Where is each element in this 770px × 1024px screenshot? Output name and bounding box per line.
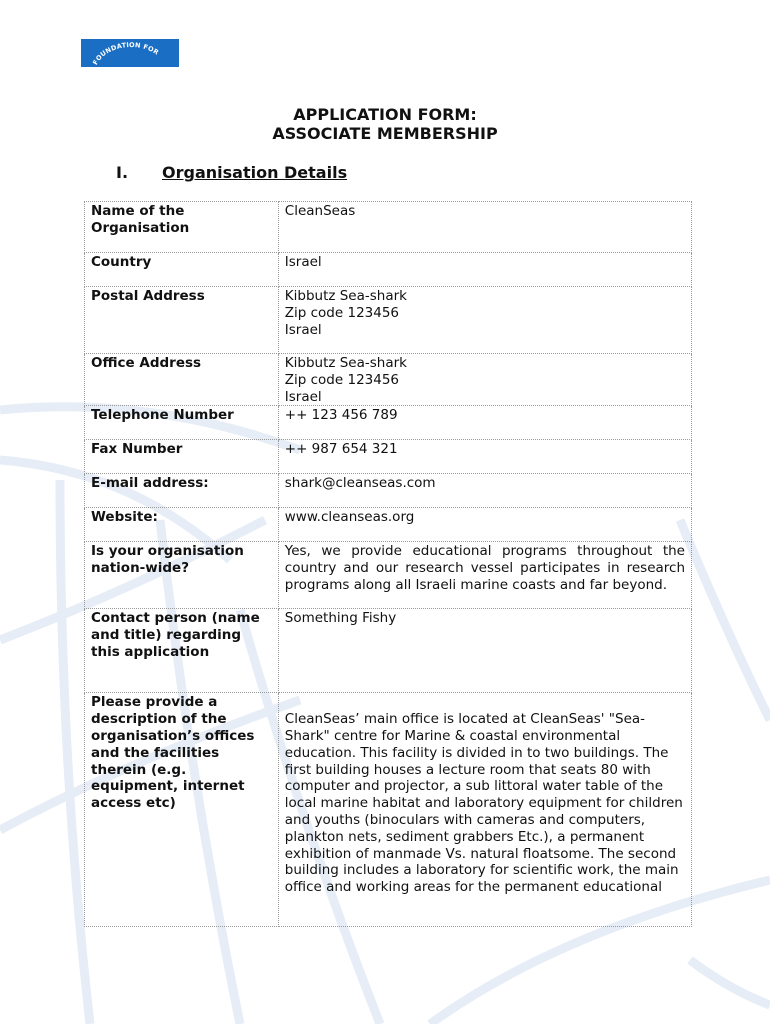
field-value: ++ 123 456 789 bbox=[278, 406, 691, 440]
table-row-website bbox=[85, 508, 692, 542]
field-value: ++ 987 654 321 bbox=[278, 440, 691, 474]
table-row-nation-wide bbox=[85, 542, 692, 609]
table-row-fax bbox=[85, 440, 692, 474]
table-row-name bbox=[85, 202, 692, 253]
form-title bbox=[0, 105, 770, 143]
address-line: Zip code 123456 bbox=[284, 371, 400, 388]
form-title-line-1: APPLICATION FORM: bbox=[293, 105, 477, 124]
field-value: www.cleanseas.org bbox=[278, 508, 691, 542]
field-label: Fax Number bbox=[85, 440, 279, 474]
svg-text:FOUNDATION FOR bbox=[91, 41, 160, 66]
field-label: Name of the Organisation bbox=[85, 202, 279, 253]
facilities-description: CleanSeas’ main office is located at CleanSeas' "Sea-Shark" centre for Marine & coastal environmental education. This facility is divided in to two buildings. The first building houses a lecture room that seats 80 with computer and projector, a sub littoral water table of the local marine habitat and laboratory equipment for children and youths (binoculars with cameras and computers, plankton nets, sediment grabbers Etc.), a permanent exhibition of manmade Vs. natural floatsome. The second building includes a laboratory for scientific work, the main office and working areas for the permanent educational bbox=[284, 711, 683, 896]
organisation-details-table bbox=[84, 201, 692, 927]
address-line: Kibbutz Sea-shark bbox=[284, 288, 407, 304]
table-row-office-address bbox=[85, 354, 692, 406]
section-number: I. bbox=[116, 163, 129, 182]
foundation-logo bbox=[81, 39, 179, 67]
field-value: Something Fishy bbox=[278, 609, 691, 693]
table-row-email bbox=[85, 474, 692, 508]
table-row-postal-address bbox=[85, 287, 692, 354]
field-label: Is your organisation nation-wide? bbox=[85, 542, 279, 609]
field-value: shark@cleanseas.com bbox=[278, 474, 691, 508]
table-row-telephone bbox=[85, 406, 692, 440]
address-line: Israel bbox=[284, 388, 322, 405]
table-row-facilities bbox=[85, 693, 692, 927]
field-value: CleanSeas bbox=[278, 202, 691, 253]
logo-text: FOUNDATION FOR bbox=[91, 40, 161, 67]
section-title: Organisation Details bbox=[162, 163, 348, 182]
address-line: Israel bbox=[284, 321, 322, 338]
field-label: Postal Address bbox=[85, 287, 279, 354]
blank-line bbox=[285, 694, 685, 711]
field-value: Israel bbox=[278, 253, 691, 287]
field-label: Office Address bbox=[85, 354, 279, 406]
field-label: E-mail address: bbox=[85, 474, 279, 508]
form-title-line-2: ASSOCIATE MEMBERSHIP bbox=[272, 124, 498, 143]
field-label: Country bbox=[85, 253, 279, 287]
field-label: Please provide a description of the organisation’s offices and the facilities therein (e.g. equipment, internet access etc) bbox=[85, 693, 279, 927]
field-value bbox=[278, 693, 691, 927]
field-value bbox=[278, 354, 691, 406]
field-label: Website: bbox=[85, 508, 279, 542]
field-value: Yes, we provide educational programs throughout the country and our research vessel participates in research programs along all Israeli marine coasts and far beyond. bbox=[278, 542, 691, 609]
field-label: Contact person (name and title) regarding this application bbox=[85, 609, 279, 693]
address-line: Kibbutz Sea-shark bbox=[284, 355, 407, 371]
address-line: Zip code 123456 bbox=[284, 304, 400, 321]
field-value bbox=[278, 287, 691, 354]
table-row-country bbox=[85, 253, 692, 287]
section-heading bbox=[116, 163, 347, 182]
field-label: Telephone Number bbox=[85, 406, 279, 440]
table-row-contact-person bbox=[85, 609, 692, 693]
